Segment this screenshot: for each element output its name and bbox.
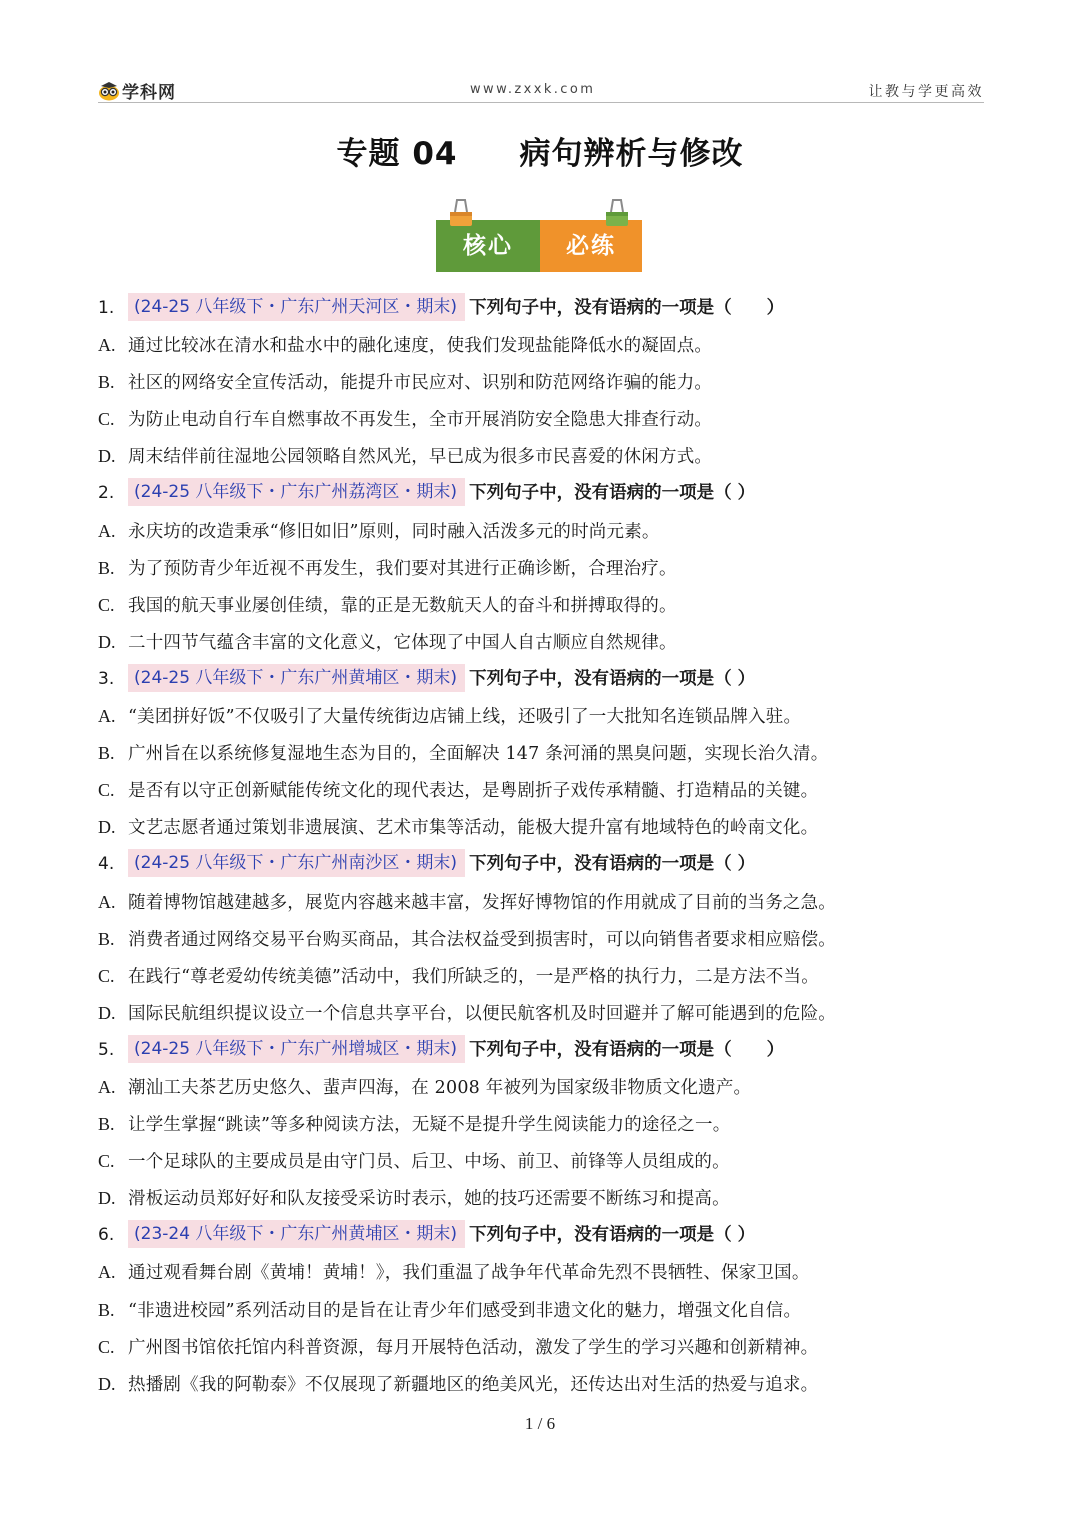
- question-header: [98, 290, 984, 327]
- option-letter: C.: [98, 409, 115, 430]
- question-header: [98, 1217, 984, 1254]
- option-text: 滑板运动员郑好好和队友接受采访时表示，她的技巧还需要不断练习和提高。: [128, 1189, 730, 1210]
- option-letter: D.: [98, 446, 116, 467]
- topic-name: 病句辨析与修改: [519, 136, 744, 172]
- option-letter: D.: [98, 631, 116, 652]
- answer-option: [98, 735, 984, 772]
- option-letter: A.: [98, 1262, 116, 1283]
- owl-logo-icon: [98, 81, 120, 101]
- option-letter: D.: [98, 1373, 116, 1394]
- option-text: 永庆坊的改造秉承“修旧如旧”原则，同时融入活泼多元的时尚元素。: [128, 521, 660, 542]
- question-number: 5.: [98, 1039, 115, 1060]
- question-header: [98, 661, 984, 698]
- answer-option: [98, 884, 984, 921]
- option-letter: A.: [98, 335, 116, 356]
- question-number: 6.: [98, 1225, 115, 1246]
- option-letter: C.: [98, 594, 115, 615]
- option-text: 让学生掌握“跳读”等多种阅读方法，无疑不是提升学生阅读能力的途径之一。: [128, 1115, 731, 1136]
- banner-practice-label: 必练: [540, 220, 642, 272]
- answer-option: [98, 401, 984, 438]
- question-list: [98, 290, 984, 1403]
- answer-option: [98, 995, 984, 1032]
- answer-option: [98, 624, 984, 661]
- page-number: 1 / 6: [524, 1414, 556, 1433]
- question-number: 1.: [98, 298, 115, 318]
- option-letter: D.: [98, 817, 116, 838]
- logo: [98, 78, 176, 103]
- option-letter: A.: [98, 520, 116, 541]
- binder-clip-icon: [604, 198, 630, 232]
- question-stem: 下列句子中，没有语病的一项是（ ）: [469, 483, 756, 504]
- option-text: 文艺志愿者通过策划非遗展演、艺术市集等活动，能极大提升富有地域特色的岭南文化。: [128, 818, 819, 839]
- option-text: “美团拼好饭”不仅吸引了大量传统街边店铺上线，还吸引了一大批知名连锁品牌入驻。: [128, 707, 802, 728]
- option-text: 一个足球队的主要成员是由守门员、后卫、中场、前卫、前锋等人员组成的。: [128, 1152, 730, 1173]
- banner-core-label: 核心: [436, 220, 540, 272]
- question-number: 2.: [98, 483, 115, 504]
- option-text: 二十四节气蕴含丰富的文化意义，它体现了中国人自古顺应自然规律。: [128, 632, 677, 653]
- option-letter: A.: [98, 891, 116, 912]
- option-letter: A.: [98, 1076, 116, 1097]
- option-text: 热播剧《我的阿勒泰》不仅展现了新疆地区的绝美风光，还传达出对生活的热爱与追求。: [128, 1374, 819, 1395]
- option-text: 通过比较冰在清水和盐水中的融化速度，使我们发现盐能降低水的凝固点。: [128, 336, 713, 357]
- option-letter: C.: [98, 780, 115, 801]
- option-text: 社区的网络安全宣传活动，能提升市民应对、识别和防范网络诈骗的能力。: [128, 373, 713, 394]
- option-text: “非遗进校园”系列活动目的是旨在让青少年们感受到非遗文化的魅力，增强文化自信。: [128, 1300, 802, 1321]
- question-source: (24-25 八年级下・广东广州增城区・期末): [128, 1035, 465, 1063]
- question-header: [98, 846, 984, 883]
- answer-option: [98, 809, 984, 846]
- answer-option: [98, 1254, 984, 1291]
- answer-option: [98, 1106, 984, 1143]
- page-title: [0, 128, 1080, 173]
- question-stem: 下列句子中，没有语病的一项是（ ）: [469, 854, 756, 875]
- answer-option: [98, 550, 984, 587]
- question-source: (23-24 八年级下・广东广州黄埔区・期末): [128, 1220, 465, 1248]
- option-letter: A.: [98, 706, 116, 727]
- site-url: www.zxxk.com: [470, 82, 596, 97]
- answer-option: [98, 1180, 984, 1217]
- topic-number: 专题 04: [336, 136, 458, 172]
- option-text: 随着博物馆越建越多，展览内容越来越丰富，发挥好博物馆的作用就成了目前的当务之急。: [128, 892, 836, 913]
- option-text: 潮汕工夫茶艺历史悠久、蜚声四海，在 2008 年被列为国家级非物质文化遗产。: [128, 1077, 752, 1098]
- option-letter: B.: [98, 557, 115, 578]
- page-header: [98, 74, 984, 103]
- answer-option: [98, 1143, 984, 1180]
- option-text: 我国的航天事业屡创佳绩，靠的正是无数航天人的奋斗和拼搏取得的。: [128, 595, 677, 616]
- option-letter: B.: [98, 1114, 115, 1135]
- answer-option: [98, 327, 984, 364]
- option-text: 在践行“尊老爱幼传统美德”活动中，我们所缺乏的，一是严格的执行力，二是方法不当。: [128, 966, 819, 987]
- option-letter: C.: [98, 965, 115, 986]
- answer-option: [98, 1329, 984, 1366]
- option-text: 广州图书馆依托馆内科普资源，每月开展特色活动，激发了学生的学习兴趣和创新精神。: [128, 1337, 819, 1358]
- question-source: (24-25 八年级下・广东广州天河区・期末): [128, 293, 465, 321]
- question-source: (24-25 八年级下・广东广州南沙区・期末): [128, 849, 465, 877]
- header-slogan: 让教与学更高效: [868, 84, 984, 100]
- question-source: (24-25 八年级下・广东广州黄埔区・期末): [128, 664, 465, 692]
- answer-option: [98, 587, 984, 624]
- answer-option: [98, 1069, 984, 1106]
- option-text: 周末结伴前往湿地公园领略自然风光，早已成为很多市民喜爱的休闲方式。: [128, 447, 713, 468]
- answer-option: [98, 364, 984, 401]
- option-letter: B.: [98, 928, 115, 949]
- question-header: [98, 475, 984, 512]
- question-header: [98, 1032, 984, 1069]
- option-text: 国际民航组织提议设立一个信息共享平台，以便民航客机及时回避并了解可能遇到的危险。: [128, 1003, 836, 1024]
- option-letter: B.: [98, 743, 115, 764]
- binder-clip-icon: [448, 198, 474, 232]
- answer-option: [98, 921, 984, 958]
- answer-option: [98, 698, 984, 735]
- option-letter: D.: [98, 1188, 116, 1209]
- question-number: 4.: [98, 854, 115, 875]
- answer-option: [98, 1366, 984, 1403]
- option-text: 消费者通过网络交易平台购买商品，其合法权益受到损害时，可以向销售者要求相应赔偿。: [128, 929, 836, 950]
- answer-option: [98, 1292, 984, 1329]
- answer-option: [98, 438, 984, 475]
- question-number: 3.: [98, 668, 115, 689]
- option-letter: C.: [98, 1336, 115, 1357]
- answer-option: [98, 958, 984, 995]
- option-text: 广州旨在以系统修复湿地生态为目的，全面解决 147 条河涌的黑臭问题，实现长治久清。: [128, 744, 829, 765]
- section-banner: [436, 198, 642, 276]
- option-letter: B.: [98, 1299, 115, 1320]
- question-stem: 下列句子中，没有语病的一项是（ ）: [469, 1225, 756, 1246]
- question-stem: 下列句子中，没有语病的一项是（ ）: [469, 1039, 785, 1060]
- question-source: (24-25 八年级下・广东广州荔湾区・期末): [128, 478, 465, 506]
- logo-text: 学科网: [122, 83, 176, 103]
- option-text: 通过观看舞台剧《黄埔！黄埔！》，我们重温了战争年代革命先烈不畏牺牲、保家卫国。: [128, 1263, 810, 1284]
- option-text: 为防止电动自行车自燃事故不再发生，全市开展消防安全隐患大排查行动。: [128, 410, 713, 431]
- answer-option: [98, 513, 984, 550]
- answer-option: [98, 772, 984, 809]
- option-letter: C.: [98, 1151, 115, 1172]
- option-letter: D.: [98, 1002, 116, 1023]
- option-text: 为了预防青少年近视不再发生，我们要对其进行正确诊断，合理治疗。: [128, 558, 677, 579]
- option-letter: B.: [98, 372, 115, 393]
- question-stem: 下列句子中，没有语病的一项是（ ）: [469, 298, 785, 318]
- question-stem: 下列句子中，没有语病的一项是（ ）: [469, 668, 756, 689]
- option-text: 是否有以守正创新赋能传统文化的现代表达，是粤剧折子戏传承精髓、打造精品的关键。: [128, 781, 819, 802]
